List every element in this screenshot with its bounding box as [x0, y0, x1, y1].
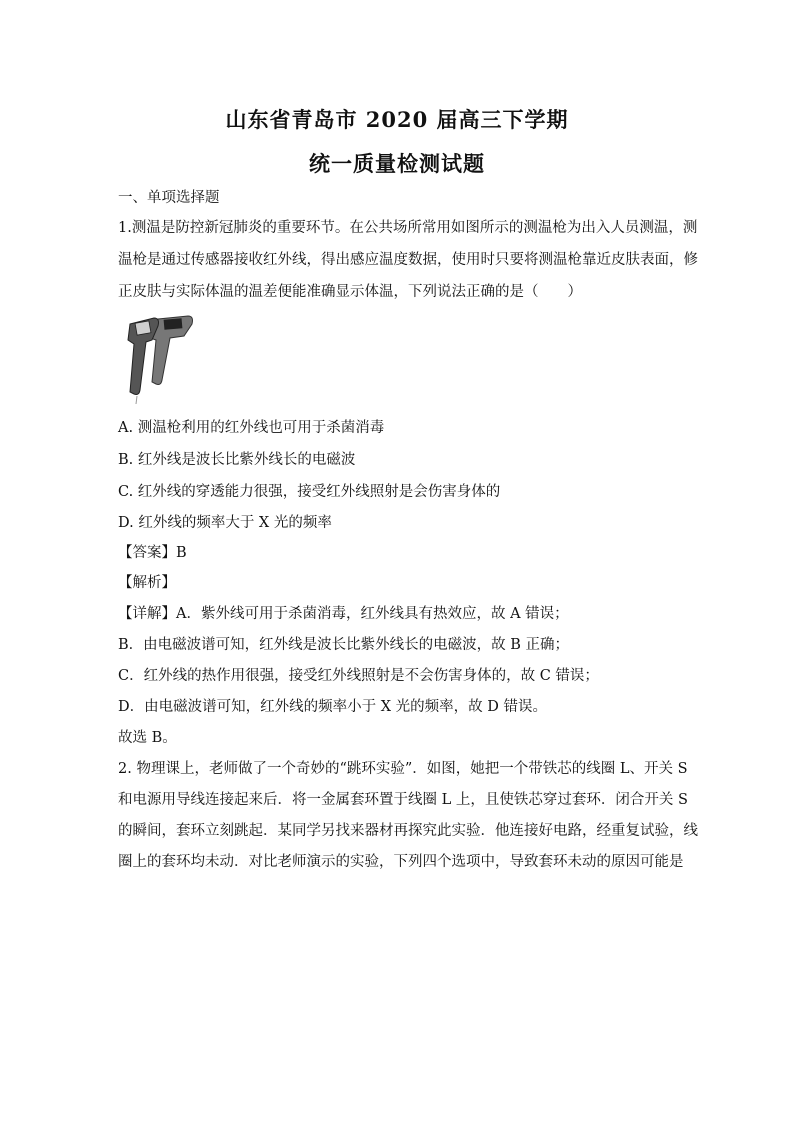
option-b: B. 红外线是波长比紫外线长的电磁波: [118, 452, 356, 468]
document-title: 山东省青岛市 2020 届高三下学期: [225, 107, 569, 132]
thermometer-gun-icon: [118, 310, 198, 405]
analysis-heading: 【解析】: [118, 575, 176, 591]
analysis-line-3: C．红外线的热作用很强，接受红外线照射是不会伤害身体的，故 C 错误；: [118, 668, 599, 684]
question-1-line-3: 正皮肤与实际体温的温差便能准确显示体温，下列说法正确的是（ ）: [118, 284, 582, 300]
question-2-line-1: 2. 物理课上，老师做了一个奇妙的“跳环实验”．如图，她把一个带铁芯的线圈 L、开关 S: [118, 761, 688, 777]
analysis-line-4: D．由电磁波谱可知，红外线的频率小于 X 光的频率，故 D 错误。: [118, 699, 548, 715]
question-1-line-2: 温枪是通过传感器接收红外线，得出感应温度数据，使用时只要将测温枪靠近皮肤表面，修: [118, 252, 698, 268]
question-2-line-4: 圈上的套环均未动．对比老师演示的实验，下列四个选项中，导致套环未动的原因可能是: [118, 854, 684, 870]
option-d: D. 红外线的频率大于 X 光的频率: [118, 515, 332, 531]
question-1-line-1: 1.测温是防控新冠肺炎的重要环节。在公共场所常用如图所示的测温枪为出入人员测温，测: [118, 220, 698, 236]
analysis-line-1: 【详解】A．紫外线可用于杀菌消毒，红外线具有热效应，故 A 错误；: [118, 606, 569, 622]
option-a: A. 测温枪利用的红外线也可用于杀菌消毒: [118, 420, 385, 436]
analysis-line-2: B．由电磁波谱可知，红外线是波长比紫外线长的电磁波，故 B 正确；: [118, 637, 570, 653]
analysis-line-5: 故选 B。: [118, 730, 177, 746]
section-heading: 一、单项选择题: [118, 190, 220, 206]
document-subtitle: 统一质量检测试题: [309, 151, 485, 176]
answer: 【答案】B: [118, 545, 187, 561]
question-2-line-3: 的瞬间，套环立刻跳起．某同学另找来器材再探究此实验．他连接好电路，经重复试验，线: [118, 823, 698, 839]
question-2-line-2: 和电源用导线连接起来后．将一金属套环置于线圈 L 上，且使铁芯穿过套环．闭合开关 S: [118, 792, 688, 808]
option-c: C. 红外线的穿透能力很强，接受红外线照射是会伤害身体的: [118, 484, 501, 500]
